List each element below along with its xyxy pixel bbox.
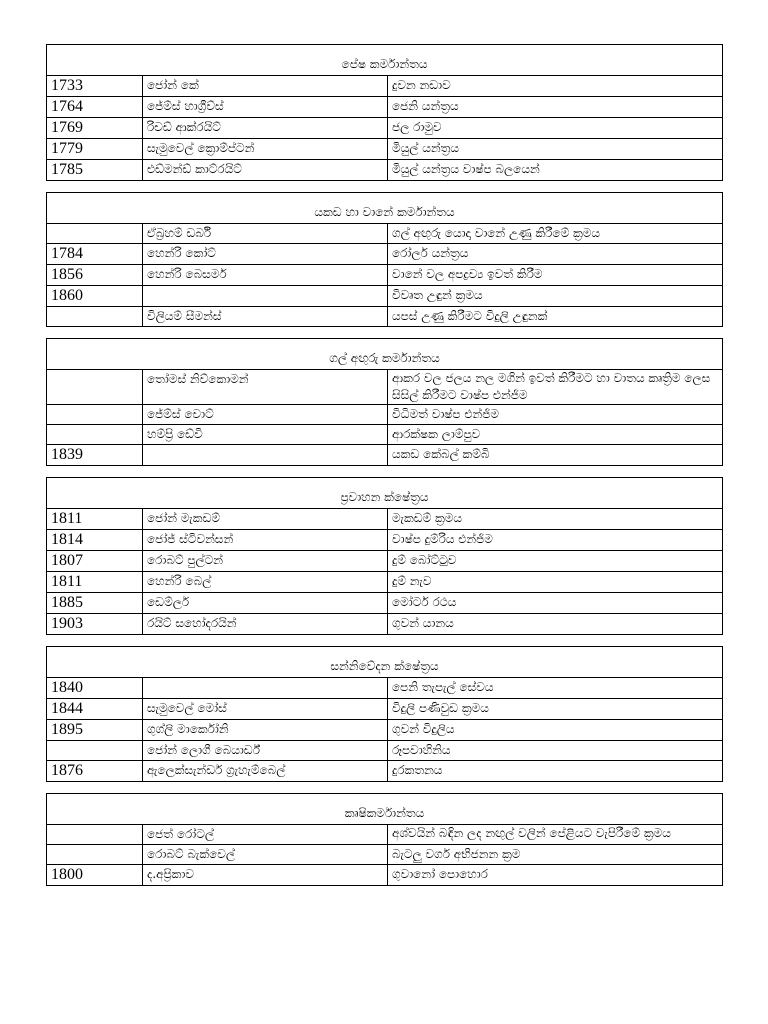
section-header-row — [47, 193, 723, 224]
invention-cell: දුරකතනය — [388, 761, 723, 782]
document-tables — [46, 44, 722, 897]
inventor-cell: රොබට් පුල්ටන් — [143, 551, 388, 572]
section-title: ගල් අඟුරු කර්මාන්තය — [47, 339, 723, 370]
table-row — [47, 678, 723, 699]
inventor-cell: සැමුවෙල් ක්‍රොම්ප්ටන් — [143, 139, 388, 160]
table-row — [47, 139, 723, 160]
table-row — [47, 244, 723, 265]
invention-cell: වානේ වල අපද්‍රව්‍ය ඉවත් කිරීම — [388, 265, 723, 286]
year-cell: 1839 — [47, 445, 143, 466]
invention-cell: යකඩ කේබල් කම්බි — [388, 445, 723, 466]
year-cell: 1784 — [47, 244, 143, 265]
year-cell — [47, 741, 143, 761]
invention-cell: රෝලර් යන්ත්‍රය — [388, 244, 723, 265]
table-row — [47, 405, 723, 425]
table-row — [47, 307, 723, 327]
year-cell: 1769 — [47, 118, 143, 139]
table-row — [47, 593, 723, 614]
table-row — [47, 265, 723, 286]
inventor-cell: ජෙත් රෝටල් — [143, 825, 388, 845]
invention-cell: ගුවන් විදුලිය — [388, 720, 723, 741]
inventor-cell: එඩ්මන්ඩ් කාට්රයිට් — [143, 160, 388, 181]
year-cell — [47, 845, 143, 865]
year-cell: 1785 — [47, 160, 143, 181]
section-title: පේෂ කර්මාන්තය — [47, 45, 723, 76]
year-cell: 1811 — [47, 572, 143, 593]
invention-cell: ආරක්ෂක ලාම්පුව — [388, 425, 723, 445]
invention-cell: ජෙනි යන්ත්‍රය — [388, 97, 723, 118]
invention-cell: විදුලි පණිවුඩ ක්‍රමය — [388, 699, 723, 720]
section-table — [46, 338, 723, 466]
section-title: යකඩ හා වානේ කර්මාන්තය — [47, 193, 723, 224]
year-cell — [47, 825, 143, 845]
table-row — [47, 572, 723, 593]
table-row — [47, 614, 723, 635]
inventor-cell: ඩෙම්ලර් — [143, 593, 388, 614]
table-row — [47, 741, 723, 761]
year-cell — [47, 425, 143, 445]
year-cell — [47, 307, 143, 327]
inventor-cell: ඇලෙක්සැන්ඩර් ග්‍රැහැම්බෙල් — [143, 761, 388, 782]
invention-cell: දුවන නඩාව — [388, 76, 723, 97]
table-row — [47, 76, 723, 97]
invention-cell: ගුවන් යානය — [388, 614, 723, 635]
section-title: ප්‍රවාහන ක්ෂේත්‍රය — [47, 478, 723, 509]
year-cell: 1895 — [47, 720, 143, 741]
inventor-cell: ද.අප්‍රිකාව — [143, 865, 388, 886]
table-row — [47, 160, 723, 181]
invention-cell: මැකඩම් ක්‍රමය — [388, 509, 723, 530]
inventor-cell: රොබට් බැක්වෙල් — [143, 845, 388, 865]
section-header-row — [47, 647, 723, 678]
inventor-cell: තෝමස් නිව්කොමන් — [143, 370, 388, 405]
inventor-cell: ජේම්ස් වොට් — [143, 405, 388, 425]
year-cell: 1733 — [47, 76, 143, 97]
invention-cell: රූපවාහිනිය — [388, 741, 723, 761]
year-cell: 1860 — [47, 286, 143, 307]
table-row — [47, 286, 723, 307]
section-title: කෘෂිකර්මාන්තය — [47, 794, 723, 825]
invention-cell: මියුල් යන්ත්‍රය — [388, 139, 723, 160]
inventor-cell: හෙන්රි බෙසමර් — [143, 265, 388, 286]
inventor-cell — [143, 286, 388, 307]
year-cell: 1779 — [47, 139, 143, 160]
year-cell — [47, 405, 143, 425]
year-cell: 1800 — [47, 865, 143, 886]
section-table — [46, 477, 723, 635]
invention-cell: මෝටර් රථය — [388, 593, 723, 614]
invention-cell: දුම් බෝට්ටුව — [388, 551, 723, 572]
inventor-cell — [143, 445, 388, 466]
table-row — [47, 224, 723, 244]
inventor-cell: ඒබ්‍රහම් ඩර්බි — [143, 224, 388, 244]
invention-cell: යපස් උණු කිරීමට විදුලි උඳුනක් — [388, 307, 723, 327]
inventor-cell: ජේම්ස් හාග්‍රීව්ස් — [143, 97, 388, 118]
table-row — [47, 530, 723, 551]
table-row — [47, 97, 723, 118]
table-row — [47, 425, 723, 445]
inventor-cell: ජෝජ් ස්ටිවන්සන් — [143, 530, 388, 551]
invention-cell: විවෘත උඳුන් ක්‍රමය — [388, 286, 723, 307]
table-row — [47, 825, 723, 845]
invention-cell: ආකර වල ජලය නල මගින් ඉවත් කිරීමට හා වාතය කෘත්‍රිම ලෙස සිසිල් කිරීමට වාෂ්ප එන්ජිම — [388, 370, 723, 405]
inventor-cell: ගුග්ලි මාර්කෝනි — [143, 720, 388, 741]
year-cell — [47, 370, 143, 405]
invention-cell: බැටලු වර්ග අභිජනන ක්‍රම — [388, 845, 723, 865]
year-cell: 1885 — [47, 593, 143, 614]
invention-cell: ජල රාමුව — [388, 118, 723, 139]
year-cell: 1814 — [47, 530, 143, 551]
section-table — [46, 793, 723, 886]
inventor-cell: ජෝන් මැකඩම් — [143, 509, 388, 530]
section-table — [46, 44, 723, 181]
invention-cell: ගල් අඟුරු යොදා වානේ උණු කිරීමේ ක්‍රමය — [388, 224, 723, 244]
table-row — [47, 509, 723, 530]
inventor-cell: හම්ප්‍රි ඩේවි — [143, 425, 388, 445]
invention-cell: ගුවානෝ පොහොර — [388, 865, 723, 886]
year-cell: 1903 — [47, 614, 143, 635]
inventor-cell: හෙන්රි බෙල් — [143, 572, 388, 593]
table-row — [47, 551, 723, 572]
inventor-cell: ජෝන් කේ — [143, 76, 388, 97]
section-table — [46, 646, 723, 782]
inventor-cell: හෙන්රි කෝට් — [143, 244, 388, 265]
section-header-row — [47, 45, 723, 76]
section-table — [46, 192, 723, 327]
inventor-cell: රිචඩ් ආක්රයිට් — [143, 118, 388, 139]
table-row — [47, 118, 723, 139]
inventor-cell: රයිට් සහෝදරයින් — [143, 614, 388, 635]
table-row — [47, 845, 723, 865]
year-cell: 1856 — [47, 265, 143, 286]
inventor-cell: විලියම් සීමන්ස් — [143, 307, 388, 327]
year-cell: 1807 — [47, 551, 143, 572]
invention-cell: විධිමත් වාෂ්ප එන්ජිම — [388, 405, 723, 425]
year-cell: 1876 — [47, 761, 143, 782]
invention-cell: වාෂ්ප දුම්රිය එන්ජිම — [388, 530, 723, 551]
year-cell: 1764 — [47, 97, 143, 118]
year-cell — [47, 224, 143, 244]
invention-cell: අශ්වයින් බඳින ලද නඟුල් වලින් පේළියට වැපිරීමේ ක්‍රමය — [388, 825, 723, 845]
table-row — [47, 865, 723, 886]
inventor-cell: ජෝන් ලොගී බෙයාර්ඩ් — [143, 741, 388, 761]
table-row — [47, 720, 723, 741]
table-row — [47, 761, 723, 782]
table-row — [47, 370, 723, 405]
section-header-row — [47, 478, 723, 509]
inventor-cell: සැමුවෙල් මෝස් — [143, 699, 388, 720]
invention-cell: මියුල් යන්ත්‍රය වාෂ්ප බලයෙන් — [388, 160, 723, 181]
section-header-row — [47, 794, 723, 825]
invention-cell: දුම් නැව — [388, 572, 723, 593]
inventor-cell — [143, 678, 388, 699]
year-cell: 1844 — [47, 699, 143, 720]
year-cell: 1811 — [47, 509, 143, 530]
section-title: සන්නිවේදන ක්ෂේත්‍රය — [47, 647, 723, 678]
table-row — [47, 699, 723, 720]
invention-cell: පෙනි තැපැල් සේවය — [388, 678, 723, 699]
table-row — [47, 445, 723, 466]
section-header-row — [47, 339, 723, 370]
year-cell: 1840 — [47, 678, 143, 699]
